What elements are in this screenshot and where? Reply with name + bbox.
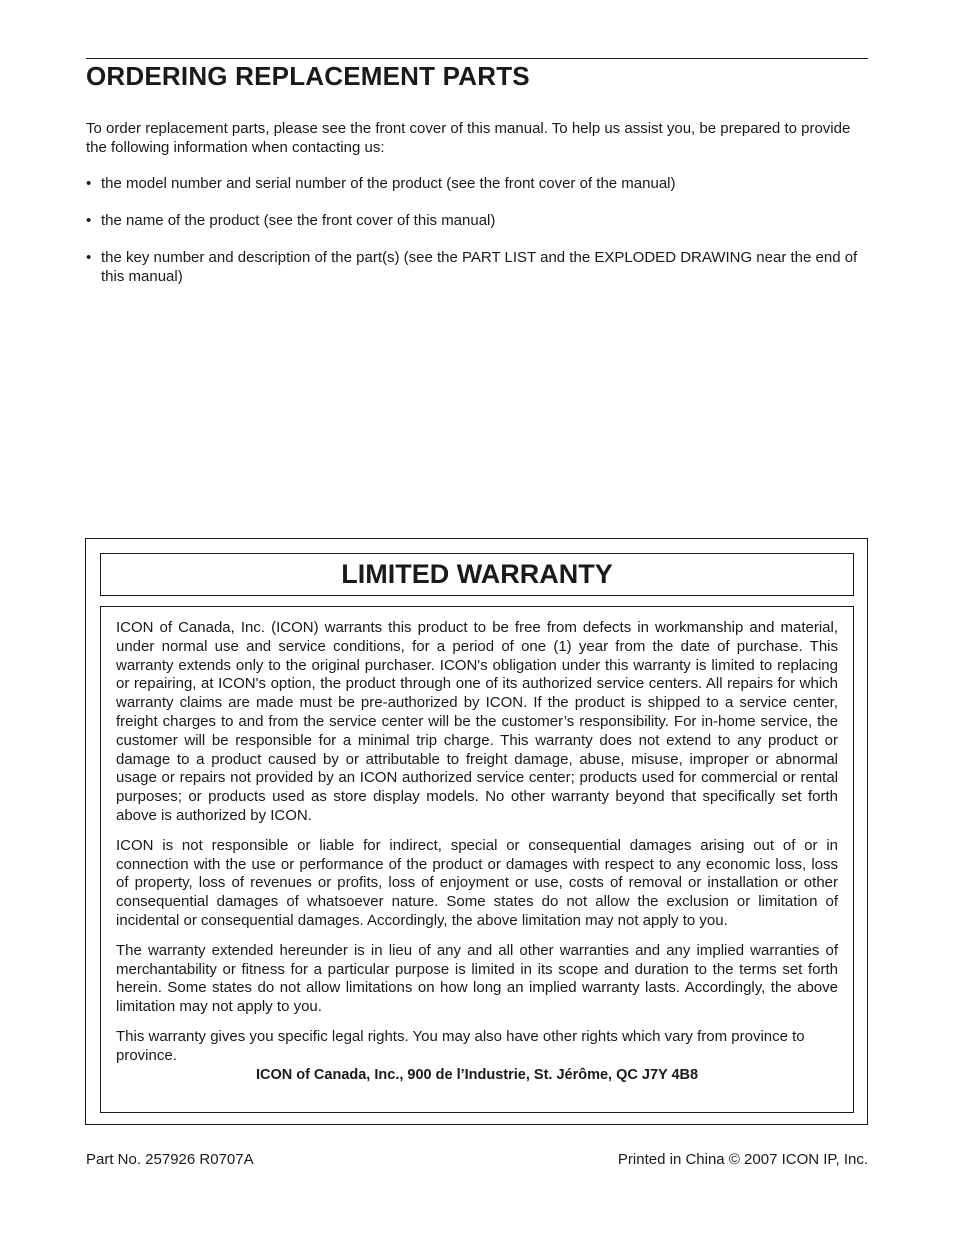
warranty-paragraph: ICON is not responsible or liable for indirect, special or consequential damages arising out of or in connection with the use or performance of the product or damages with respect to any economic loss, loss of property, loss of revenues or profits, loss of enjoyment or use, costs of removal or installation or other consequential damages of whatsoever nature. Some states do not allow the exclusion or limitation of incidental or consequential damages. Accordingly, the above limitation may not apply to you. bbox=[116, 836, 838, 929]
part-number: Part No. 257926 R0707A bbox=[86, 1151, 254, 1168]
list-item bbox=[86, 174, 868, 193]
bullet-text: the model number and serial number of the product (see the front cover of the manual) bbox=[101, 175, 676, 192]
warranty-paragraph: ICON of Canada, Inc. (ICON) warrants this product to be free from defects in workmanship and material, under normal use and service conditions, for a period of one (1) year from the date of purchase. This warranty extends only to the original purchaser. ICON's obligation under this warranty is limited to replacing or repairing, at ICON's option, the product through one of its authorized service centers. All repairs for which warranty claims are made must be pre-authorized by ICON. If the product is shipped to a service center, freight charges to and from the service center will be the customer’s responsibility. For in-home service, the customer will be responsible for a minimal trip charge. This warranty does not extend to any product or damage to a product caused by or attributable to freight damage, abuse, misuse, improper or abnormal usage or repairs not provided by an ICON authorized service center; products used for commercial or rental purposes; or products used as store display models. No other warranty beyond that specifically set forth above is authorized by ICON. bbox=[116, 619, 838, 824]
bullet-text: the name of the product (see the front cover of this manual) bbox=[101, 212, 496, 229]
warranty-body bbox=[116, 619, 838, 1084]
printed-notice: Printed in China © 2007 ICON IP, Inc. bbox=[617, 1151, 868, 1168]
bullet-glyph: • bbox=[86, 175, 92, 192]
ordering-bullet-list bbox=[86, 174, 868, 304]
list-item bbox=[86, 211, 868, 230]
list-item bbox=[86, 248, 868, 286]
bullet-glyph: • bbox=[86, 212, 92, 229]
company-address: ICON of Canada, Inc., 900 de l’Industrie, St. Jérôme, QC J7Y 4B8 bbox=[255, 1066, 699, 1083]
warranty-title-box bbox=[100, 553, 854, 596]
bullet-text: the key number and description of the part(s) (see the PART LIST and the EXPLODED DRAWING near the end of this manual) bbox=[101, 249, 858, 285]
warranty-paragraph: The warranty extended hereunder is in lieu of any and all other warranties and any implied warranties of merchantability or fitness for a particular purpose is limited in its scope and duration to the terms set forth herein. Some states do not allow limitations on how long an implied warranty lasts. Accordingly, the above limitation may not apply to you. bbox=[116, 941, 838, 1016]
top-divider bbox=[86, 58, 868, 59]
warranty-paragraph: This warranty gives you specific legal rights. You may also have other rights which vary from province to province. bbox=[116, 1027, 805, 1064]
ordering-intro: To order replacement parts, please see the front cover of this manual. To help us assist you, be prepared to provide the following information when contacting us: bbox=[86, 120, 851, 156]
warranty-title: LIMITED WARRANTY bbox=[341, 559, 613, 589]
ordering-title: ORDERING REPLACEMENT PARTS bbox=[86, 61, 530, 91]
bullet-glyph: • bbox=[86, 249, 92, 266]
